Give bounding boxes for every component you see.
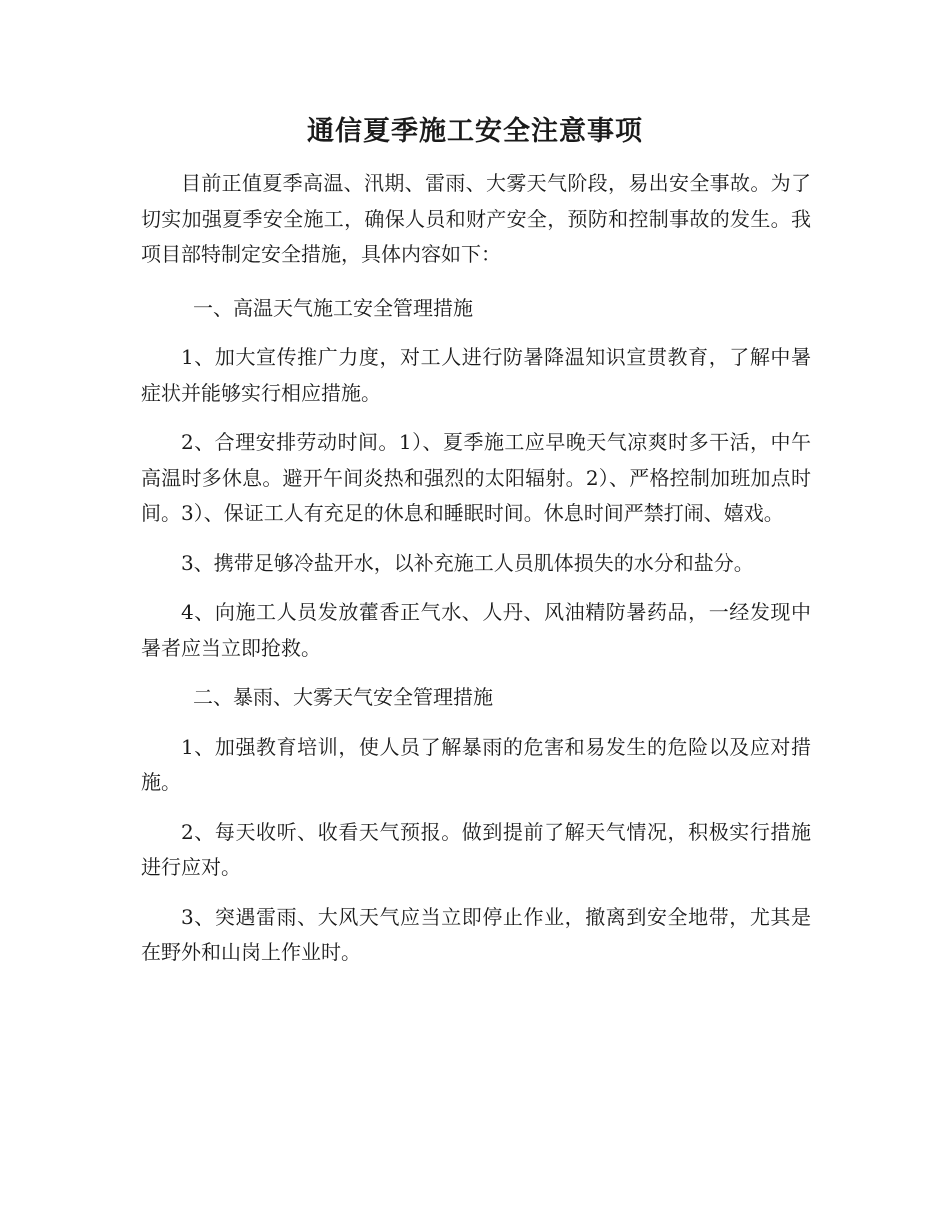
section-1-item-1: 1、加大宣传推广力度，对工人进行防暑降温知识宣贯教育，了解中暑症状并能够实行相应措施。 [141, 345, 811, 405]
section-heading-heat: 一、高温天气施工安全管理措施 [193, 295, 473, 320]
section-2-item-1: 1、加强教育培训，使人员了解暴雨的危害和易发生的危险以及应对措施。 [141, 734, 811, 794]
section-1-item-4: 4、向施工人员发放藿香正气水、人丹、风油精防暑药品，一经发现中暑者应当立即抢救。 [141, 600, 811, 660]
intro-paragraph: 目前正值夏季高温、汛期、雷雨、大雾天气阶段，易出安全事故。为了切实加强夏季安全施工，确保人员和财产安全，预防和控制事故的发生。我项目部特制定安全措施，具体内容如下： [141, 171, 811, 266]
section-2-item-3: 3、突遇雷雨、大风天气应当立即停止作业，撤离到安全地带，尤其是在野外和山岗上作业时。 [141, 904, 811, 964]
section-1-item-3: 3、携带足够冷盐开水，以补充施工人员肌体损失的水分和盐分。 [181, 550, 754, 575]
document-body [141, 166, 811, 985]
document-title: 通信夏季施工安全注意事项 [307, 116, 643, 147]
section-heading-storm-fog: 二、暴雨、大雾天气安全管理措施 [193, 685, 493, 709]
section-1-item-2: 2、合理安排劳动时间。1）、夏季施工应早晚天气凉爽时多干活，中午高温时多休息。避开午间炎热和强烈的太阳辐射。2）、严格控制加班加点时间。3）、保证工人有充足的休息和睡眠时间。休息时间严禁打闹、嬉戏。 [141, 430, 811, 525]
section-2-item-2: 2、每天收听、收看天气预报。做到提前了解天气情况，积极实行措施进行应对。 [141, 819, 811, 879]
